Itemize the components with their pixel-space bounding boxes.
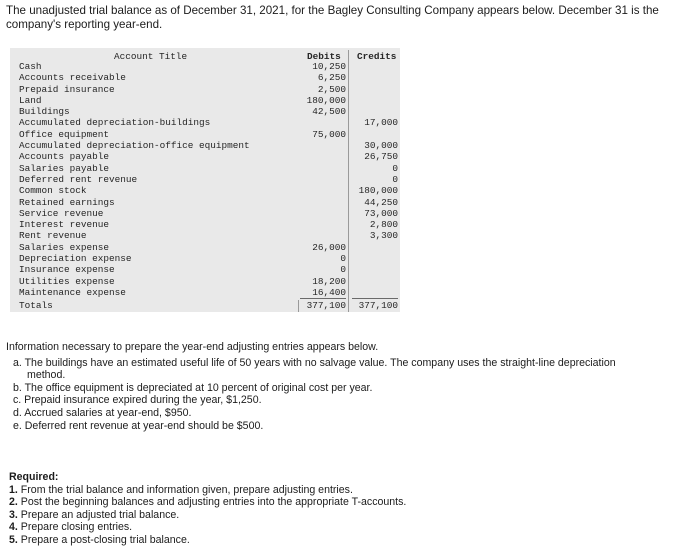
account-debit — [298, 197, 346, 208]
account-name: Service revenue — [19, 207, 104, 219]
credits-total-underline — [352, 298, 398, 299]
debit-credit-divider — [348, 50, 349, 312]
account-debit: 16,400 — [312, 286, 346, 298]
account-debit — [298, 185, 346, 196]
required-item-text: Prepare a post-closing trial balance. — [20, 533, 190, 546]
credits-column — [350, 61, 398, 298]
info-item-text: e. Deferred rent revenue at year-end should be $500. — [13, 419, 264, 432]
account-title-header: Account Title — [114, 51, 188, 62]
account-credit: 2,800 — [369, 219, 398, 231]
info-item-continuation: method. — [27, 369, 66, 382]
account-credit — [350, 253, 398, 264]
account-name: Depreciation expense — [19, 253, 132, 265]
account-credit: 17,000 — [364, 117, 398, 129]
account-credit: 30,000 — [364, 140, 398, 152]
debits-header: Debits — [307, 51, 341, 62]
account-debit — [298, 174, 346, 185]
account-credit: 44,250 — [364, 196, 398, 208]
info-item — [6, 357, 690, 382]
required-item-number: 2. — [9, 496, 18, 509]
required-items — [9, 484, 689, 547]
info-item-text: b. The office equipment is depreciated at 10 percent of original cost per year. — [13, 381, 373, 394]
required-item — [9, 521, 689, 534]
account-debit — [298, 208, 346, 219]
debits-total-underline — [300, 298, 346, 299]
required-item — [9, 496, 689, 509]
account-credit — [350, 61, 398, 72]
account-name: Rent revenue — [19, 230, 87, 242]
trial-balance-table — [10, 48, 400, 312]
required-item — [9, 484, 689, 497]
account-debit: 6,250 — [317, 72, 346, 84]
totals-debit: 377,100 — [306, 300, 346, 311]
required-item-number: 4. — [9, 521, 18, 534]
account-name: Buildings — [19, 106, 70, 118]
account-credit — [350, 72, 398, 83]
totals-credit: 377,100 — [358, 300, 398, 311]
account-name: Accumulated depreciation-buildings — [19, 117, 211, 129]
account-name: Utilities expense — [19, 275, 115, 287]
account-name: Deferred rent revenue — [19, 173, 138, 185]
info-item-text: c. Prepaid insurance expired during the year, $1,250. — [13, 394, 262, 407]
account-debit — [298, 219, 346, 230]
account-credit — [350, 129, 398, 140]
account-debit — [298, 230, 346, 241]
account-name: Accounts receivable — [19, 72, 126, 84]
required-section — [9, 471, 689, 547]
account-debit — [298, 151, 346, 162]
problem-intro: The unadjusted trial balance as of December 31, 2021, for the Bagley Consulting Company appears below. December 31 is the company's reporting year-end. — [6, 4, 659, 31]
account-debit — [298, 140, 346, 151]
required-item — [9, 509, 689, 522]
required-item-text: Post the beginning balances and adjusting entries into the appropriate T-accounts. — [20, 496, 407, 509]
account-credit: 0 — [392, 162, 398, 174]
required-item-number: 5. — [9, 533, 18, 546]
account-credit: 0 — [392, 173, 398, 185]
account-credit — [350, 242, 398, 253]
account-debit — [298, 117, 346, 128]
info-item — [6, 420, 690, 433]
account-credit: 3,300 — [369, 230, 398, 242]
account-name: Salaries payable — [19, 162, 110, 174]
account-debit: 26,000 — [312, 241, 346, 253]
account-debit: 18,200 — [312, 275, 346, 287]
account-name: Office equipment — [19, 128, 110, 140]
account-credit — [350, 106, 398, 117]
account-name: Accounts payable — [19, 151, 110, 163]
account-credit: 73,000 — [364, 207, 398, 219]
account-credit: 26,750 — [364, 151, 398, 163]
account-name: Common stock — [19, 185, 87, 197]
credits-header: Credits — [357, 51, 397, 62]
account-name: Land — [19, 94, 42, 106]
required-item — [9, 534, 689, 547]
required-heading: Required: — [9, 471, 59, 483]
info-item-text: a. The buildings have an estimated useful life of 50 years with no salvage value. The company uses the straight-line depreciation — [13, 356, 616, 369]
account-credit — [350, 95, 398, 106]
account-name: Maintenance expense — [19, 286, 126, 298]
account-credit: 180,000 — [358, 185, 398, 197]
account-credit — [350, 287, 398, 298]
debits-column — [298, 61, 346, 298]
account-debit: 2,500 — [317, 83, 346, 95]
info-item — [6, 407, 690, 420]
account-debit: 75,000 — [312, 128, 346, 140]
account-name: Cash — [19, 61, 42, 72]
info-item-text: d. Accrued salaries at year-end, $950. — [13, 406, 192, 419]
info-item — [6, 382, 690, 395]
account-debit: 42,500 — [312, 106, 346, 118]
info-lead: Information necessary to prepare the year-end adjusting entries appears below. — [6, 341, 379, 353]
account-debit: 0 — [340, 253, 346, 265]
required-item-text: Prepare an adjusted trial balance. — [20, 508, 180, 521]
info-item — [6, 394, 690, 407]
account-name: Retained earnings — [19, 196, 115, 208]
info-items — [6, 357, 690, 433]
totals-label: Totals — [19, 300, 53, 311]
account-debit: 10,250 — [312, 61, 346, 72]
required-item-text: From the trial balance and information given, prepare adjusting entries. — [20, 483, 353, 496]
required-item-number: 3. — [9, 508, 18, 521]
account-credit — [350, 276, 398, 287]
account-credit — [350, 264, 398, 275]
required-item-number: 1. — [9, 483, 18, 496]
account-names-column — [19, 61, 289, 298]
account-name: Prepaid insurance — [19, 83, 115, 95]
account-name: Salaries expense — [19, 241, 110, 253]
required-item-text: Prepare closing entries. — [20, 521, 133, 534]
account-name: Insurance expense — [19, 264, 115, 276]
account-debit — [298, 163, 346, 174]
account-credit — [350, 84, 398, 95]
account-name: Accumulated depreciation-office equipment — [19, 140, 250, 152]
account-debit: 180,000 — [306, 94, 346, 106]
adjusting-info — [6, 341, 690, 432]
account-name: Interest revenue — [19, 219, 110, 231]
account-debit: 0 — [340, 264, 346, 276]
